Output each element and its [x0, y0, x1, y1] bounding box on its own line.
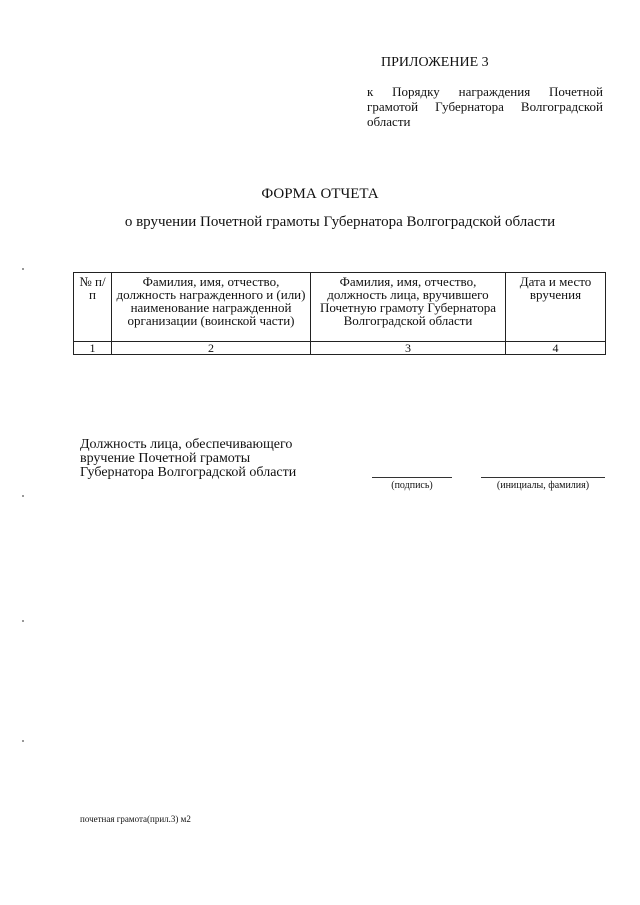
- appendix-title: ПРИЛОЖЕНИЕ 3: [381, 55, 489, 70]
- signature-caption: (подпись): [391, 480, 433, 491]
- scan-mark: [22, 268, 24, 270]
- appendix-note: к Порядку награждения Почетной грамотой Губернатора Волгоградской области: [367, 84, 603, 129]
- signature-line: [372, 477, 452, 478]
- scan-mark: [22, 620, 24, 622]
- scan-mark: [22, 495, 24, 497]
- table-row: [74, 342, 606, 355]
- form-title: ФОРМА ОТЧЕТА: [261, 186, 379, 202]
- header-awardee: Фамилия, имя, отчество, должность награжденного и (или) наименование награжденной организации (воинской части): [112, 273, 311, 342]
- header-presenter: Фамилия, имя, отчество, должность лица, вручившего Почетную грамоту Губернатора Волгоградской области: [311, 273, 506, 342]
- footer-file-name: почетная грамота(прил.3) м2: [80, 814, 191, 824]
- column-number-4: 4: [506, 342, 606, 355]
- header-date-place: Дата и место вручения: [506, 273, 606, 342]
- name-caption: (инициалы, фамилия): [496, 480, 590, 491]
- column-number-3: 3: [311, 342, 506, 355]
- scan-mark: [22, 740, 24, 742]
- table-header-row: [74, 273, 606, 342]
- report-table: [73, 272, 606, 355]
- column-number-1: 1: [74, 342, 112, 355]
- name-line: [481, 477, 605, 478]
- official-position-label: Должность лица, обеспечивающего вручение Почетной грамоты Губернатора Волгоградской области: [80, 437, 297, 480]
- header-number: № п/п: [74, 273, 112, 342]
- form-subtitle: о вручении Почетной грамоты Губернатора Волгоградской области: [124, 214, 556, 230]
- column-number-2: 2: [112, 342, 311, 355]
